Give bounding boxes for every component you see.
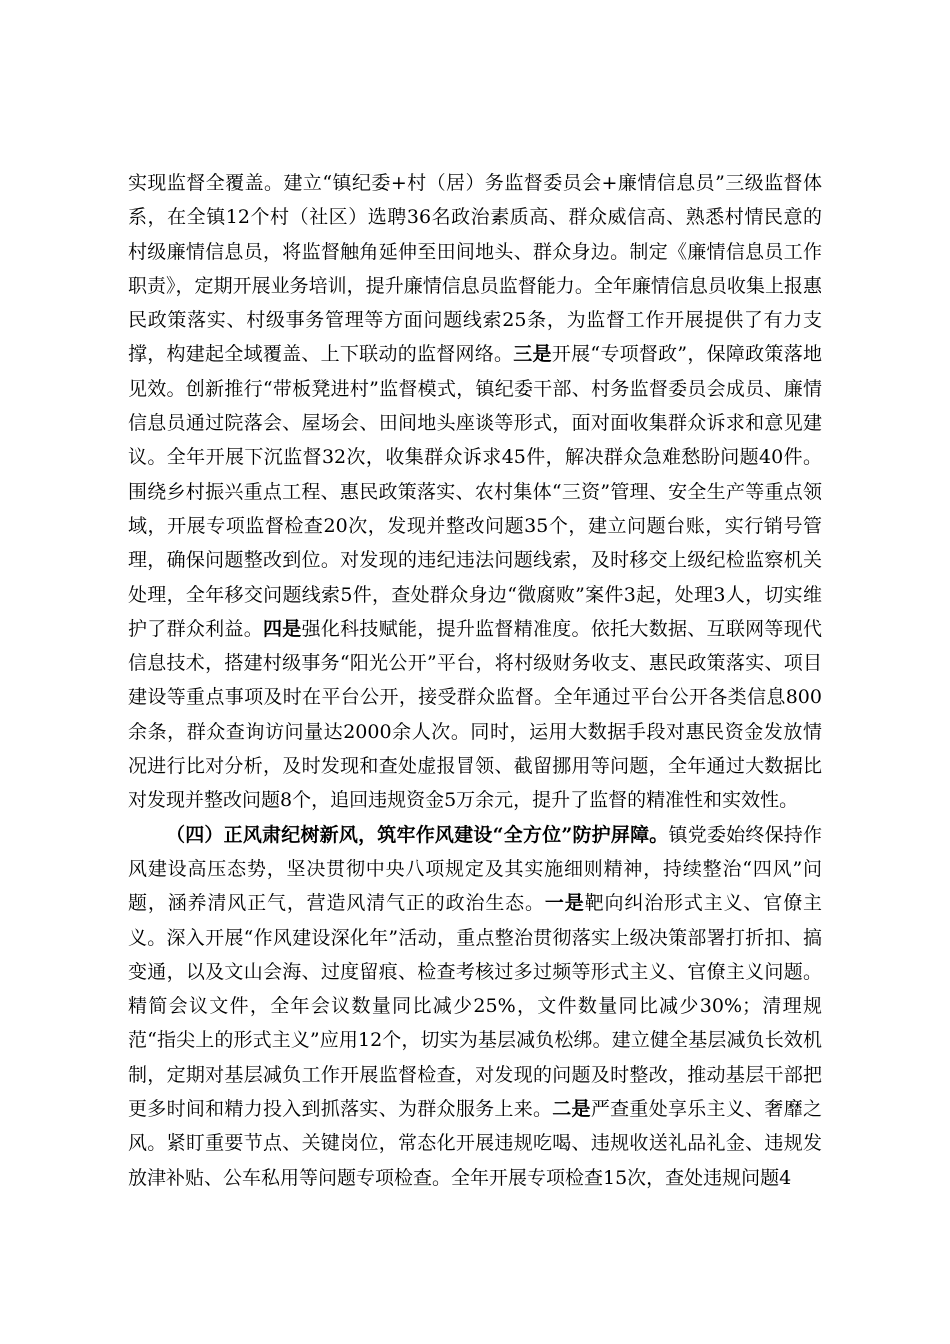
point-marker-two: 二是 [552, 1098, 591, 1121]
point-marker-one: 一是 [544, 892, 585, 915]
paragraph-text: 严查重处享乐主义、奢靡之风。紧盯重要节点、关键岗位，常态化开展违规吃喝、违规收送礼品礼金、违规发放津补贴、公车私用等问题专项检查。全年开展专项检查15次，查处违规问题4 [128, 1098, 822, 1189]
section-heading: （四）正风肃纪树新风，筑牢作风建设“全方位”防护屏障。 [166, 823, 669, 846]
paragraph-work-style [128, 818, 822, 1195]
point-marker-four: 四是 [263, 617, 302, 640]
paragraph-text: 实现监督全覆盖。建立“镇纪委+村（居）务监督委员会+廉情信息员”三级监督体系，在全镇12个村（社区）选聘36名政治素质高、群众威信高、熟悉村情民意的村级廉情信息员，将监督触角延伸至田间地头、群众身边。制定《廉情信息员工作职责》，定期开展业务培训，提升廉情信息员监督能力。全年廉情信息员收集上报惠民政策落实、村级事务管理等方面问题线索25条，为监督工作开展提供了有力支撑，构建起全域覆盖、上下联动的监督网络。 [128, 172, 822, 366]
paragraph-text: 强化科技赋能，提升监督精准度。依托大数据、互联网等现代信息技术，搭建村级事务“阳光公开”平台，将村级财务收支、惠民政策落实、项目建设等重点事项及时在平台公开，接受群众监督。全年通过平台公开各类信息800余条，群众查询访问量达2000余人次。同时，运用大数据手段对惠民资金发放情况进行比对分析，及时发现和查处虚报冒领、截留挪用等问题，全年通过大数据比对发现并整改问题8个，追回违规资金5万余元，提升了监督的精准性和实效性。 [128, 617, 822, 812]
point-marker-three: 三是 [513, 343, 552, 366]
paragraph-text: 靶向纠治形式主义、官僚主义。深入开展“作风建设深化年”活动，重点整治贯彻落实上级决策部署打折扣、搞变通，以及文山会海、过度留痕、检查考核过多过频等形式主义、官僚主义问题。精简会议文件，全年会议数量同比减少25%，文件数量同比减少30%；清理规范“指尖上的形式主义”应用12个，切实为基层减负松绑。建立健全基层减负长效机制，定期对基层减负工作开展监督检查，对发现的问题及时整改，推动基层干部把更多时间和精力投入到抓落实、为群众服务上来。 [128, 892, 822, 1121]
paragraph-text: 镇党委始终保持作风建设高压态势，坚决贯彻中央八项规定及其实施细则精神，持续整治“四风”问题，涵养清风正气，营造风清气正的政治生态。 [128, 823, 822, 915]
paragraph-supervision [128, 166, 822, 818]
paragraph-text: 开展“专项督政”，保障政策落地见效。创新推行“带板凳进村”监督模式，镇纪委干部、村务监督委员会成员、廉情信息员通过院落会、屋场会、田间地头座谈等形式，面对面收集群众诉求和意见建议。全年开展下沉监督32次，收集群众诉求45件，解决群众急难愁盼问题40件。围绕乡村振兴重点工程、惠民政策落实、农村集体“三资”管理、安全生产等重点领域，开展专项监督检查20次，发现并整改问题35个，建立问题台账，实行销号管理，确保问题整改到位。对发现的违纪违法问题线索，及时移交上级纪检监察机关处理，全年移交问题线索5件，查处群众身边“微腐败”案件3起，处理3人，切实维护了群众利益。 [128, 343, 822, 640]
document-page [128, 166, 822, 1195]
